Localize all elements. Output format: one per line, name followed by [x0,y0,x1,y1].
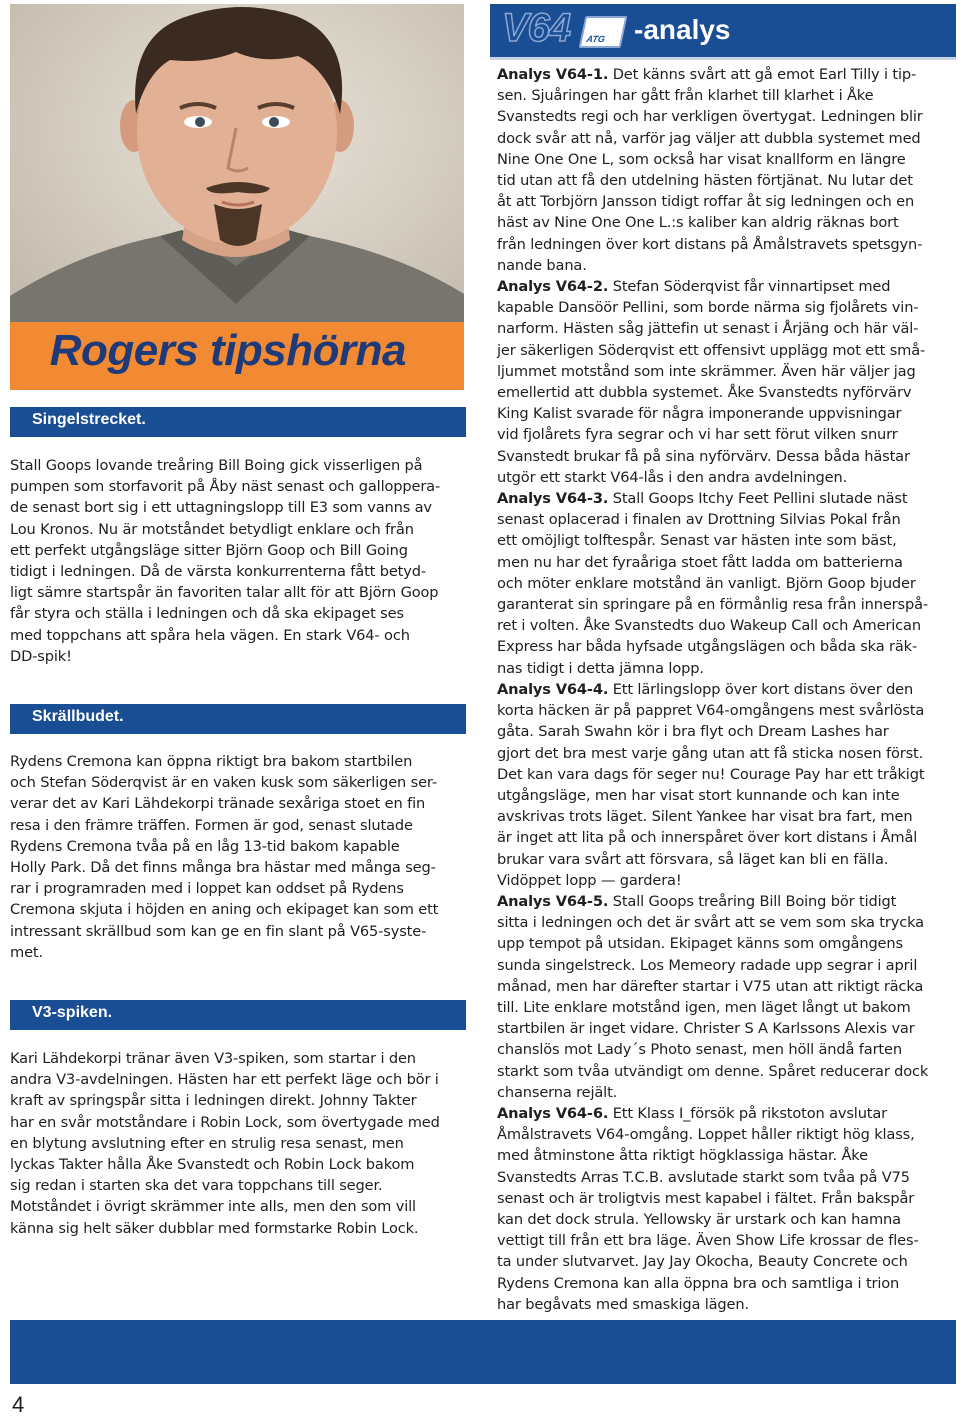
section-heading: Skrällbudet. [32,708,124,725]
page-number: 4 [12,1392,25,1417]
author-portrait-illustration [10,4,464,322]
analysis-label: Analys V64-3. [497,490,609,508]
analysis-label: Analys V64-4. [497,680,609,698]
analysis-label: Analys V64-6. [497,1104,609,1122]
section-body: Kari Lähdekorpi tränar även V3-spiken, som startar i den andra V3-avdelningen. Hästen har ett perfekt läge och bör i kraft av springspår sitta i ledningen direkt. Johnny Takter har en svår motståndare i Robin Lock, som övertygade med en blytung avslutning efter en strulig resa senast, men lyckas Takter hålla Åke Svanstedt och Robin Lock bakom sig redan i starten ska det vara toppchans till seger. Motståndet i övrigt skrämmer inte alls, men den som vill känna sig helt säker dubblar med formstarke Robin Lock. [10,1050,440,1237]
analysis-label: Analys V64-1. [497,66,609,83]
section-heading: Singelstrecket. [32,411,146,428]
analysis-text: Ett Klass I_försök på rikstoton avslutar Åmålstravets V64-omgång. Loppet håller riktigt hög klass, med åtminstone åtta riktigt högklassiga hästar. Åke Svanstedts Arras T.C.B. avslutade starkt som tvåa på V75 senast och är troligtvis mest kapabel i fältet. Från bakspår kan det dock strula. Yellowsky är urstark och kan hamna vettigt till från ett bra läge. Även Show Life krossar de fles- ta under slutvarvet. Jay Jay Okocha, Beauty Concrete och Rydens Cremona kan alla öppna bra och samtliga i trion har begåvats med smaskiga lägen. [497,1104,919,1313]
analysis-text: Stall Goops treåring Bill Boing bör tidigt sitta i ledningen och det är svårt att se vem som ska trycka upp tempot på utsidan. Ekipaget känns som omgångens sunda singelstreck. Los Memeory radade upp segrar i april månad, men har därefter startar i V75 utan att riktigt räcka till. Lite enklare motstånd igen, men läget långt ut bakom startbilen är inget vidare. Christer S A Karlssons Alexis var chanslös mot Lady´s Photo senast, men höll ändå farten starkt som tvåa utvändigt om denne. Spåret reducerar dock chanserna rejält. [497,892,929,1101]
atg-logo-text: ATG [585,34,606,44]
atg-logo-icon [579,16,628,48]
analysis-paragraph [497,64,955,276]
analysis-header [490,4,956,60]
analysis-paragraph [497,276,955,488]
analysis-paragraph [497,488,955,679]
analysis-title: -analys [634,14,731,45]
section-body: Rydens Cremona kan öppna riktigt bra bakom startbilen och Stefan Söderqvist är en vaken kusk som säkerligen ser- verar det av Kari Lähdekorpi tränade sexåriga stoet en fin resa i den främre träffen. Formen är god, senast slutade Rydens Cremona tvåa på en låg 13-tid bakom kapable Holly Park. Då det finns många bra hästar med många seg- rar i programraden med i loppet kan oddset på Rydens Cremona skjuta i höjden en aning och ekipaget kan som ett intressant skrällbud som kan ge en fin slant på V65-syste- met. [10,753,439,961]
section-body: Stall Goops lovande treåring Bill Boing gick visserligen på pumpen som storfavorit på Åby näst senast och galloppera- de senast bort sig i ett uttagningslopp till E3 som vanns av Lou Kronos. Nu är motståndet betydligt enklare och från ett perfekt utgångsläge sitter Björn Goop och Bill Going tidigt i ledningen. Då de värsta konkurrenterna fått betyd- ligt sämre startspår än favoriten talar allt för att Björn Goop får styra och ställa i ledningen och då ska ekipaget ses med toppchans att spåra hela vägen. En stark V64- och DD-spik! [10,457,441,665]
v64-logo: V64 [502,6,571,50]
section-heading-bar [10,704,466,734]
footer-bar [10,1320,956,1384]
section-heading: V3-spiken. [32,1004,113,1021]
analysis-text: Det känns svårt att gå emot Earl Tilly i tip- sen. Sjuåringen har gått från klarhet till klarhet i Åke Svanstedts regi och har verkligen övertygat. Ledningen blir dock svår att nå, varför jag väljer att dubbla systemet med Nine One One L, som också har visat knallform en längre tid utan att få den utdelning hästen förtjänat. Nu lutar det åt att Torbjörn Jansson tidigt roffar åt sig ledningen och en häst av Nine One One L.:s kaliber kan aldrig räknas bort från ledningen över kort distans på Åmålstravets spetsgyn- nande bana. [497,66,923,274]
analysis-text: Ett lärlingslopp över kort distans över den korta häcken är på pappret V64-omgångens mest svårlösta gåta. Sarah Swahn kör i bra flyt och Dream Lashes har gjort det bra mest varje gång utan att få sticka nosen först. Det kan vara dags för seger nu! Courage Pay har ett tråkigt utgångsläge, men har visat stort kunnande och kan inte avskrivas trots läget. Silent Yankee har visat bra fart, men är inget att lita på och innerspåret över kort distans i Åmål brukar vara svårt att försvara, så läget kan bli en fälla. Vidöppet lopp — gardera! [497,680,925,889]
analysis-label: Analys V64-2. [497,278,609,296]
section-heading-bar [10,1000,466,1030]
analysis-paragraph [497,891,955,1103]
analysis-label: Analys V64-5. [497,892,609,910]
author-photo [10,4,464,322]
analysis-text: Stefan Söderqvist får vinnartipset med kapable Dansöör Pellini, som borde närma sig fjolårets vin- narform. Hästen såg jättefin ut senast i Årjäng och här väl- jer säkerligen Söderqvist ett offensivt upplägg mot ett små- ljummet motstånd som inte skrämmer. Även här väljer jag emellertid att dubbla systemet. Åke Svanstedts nyförvärv King Kalist svarade för några imponerande uppvisningar vid fjolårets fyra segrar och vi har sett förut vilken snurr Svanstedt brukar få på sina nyförvärv. Dessa båda hästar utgör ett starkt V64-lås i den andra avdelningen. [497,278,926,486]
analysis-text: Stall Goops Itchy Feet Pellini slutade näst senast oplacerad i finalen av Drottning Silvias Pokal från ett omöjligt tolftespår. Senast var hästen inte som bäst, men nu har det fyraåriga stoet fått ladda om batterierna och möter enklare motstånd än vanligt. Björn Goop bjuder garanterat sin springare på en förmånlig resa från innerspå- ret i volten. Åke Svanstedts duo Wakeup Call och American Express har båda hyfsade utgångslägen och båda ska räk- nas tidigt i detta jämna lopp. [497,490,928,677]
analysis-paragraph [497,1103,955,1315]
analysis-paragraph [497,679,955,891]
page-title: Rogers tipshörna [49,326,406,375]
title-band [10,322,464,390]
section-heading-bar [10,407,466,437]
analysis-column [497,64,955,1315]
